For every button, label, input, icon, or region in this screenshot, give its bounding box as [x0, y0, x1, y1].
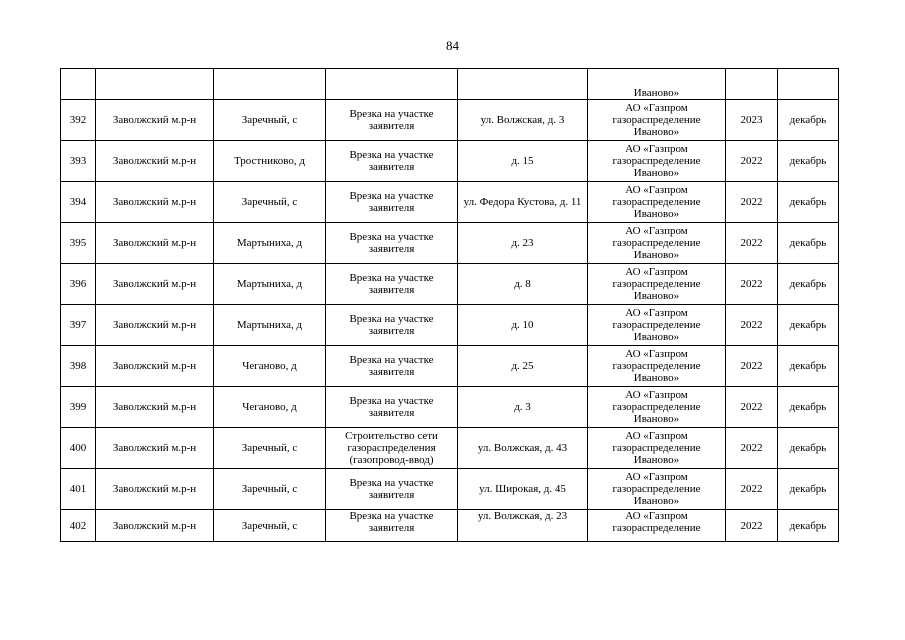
cell-organization: АО «Газпром газораспределение Иваново»	[588, 182, 726, 223]
cell-year: 2022	[726, 469, 778, 510]
cell-address: д. 10	[458, 305, 588, 346]
cell-organization: Иваново»	[588, 69, 726, 100]
cell-address: ул. Волжская, д. 43	[458, 428, 588, 469]
table-row	[61, 223, 839, 264]
gas-connection-table	[60, 68, 839, 542]
cell-district	[96, 69, 214, 100]
cell-locality: Чеганово, д	[214, 346, 326, 387]
cell-month: декабрь	[778, 141, 839, 182]
cell-work: Врезка на участке заявителя	[326, 100, 458, 141]
cell-organization: АО «Газпром газораспределение Иваново»	[588, 469, 726, 510]
cell-year: 2022	[726, 387, 778, 428]
cell-locality: Тростниково, д	[214, 141, 326, 182]
cell-address: д. 3	[458, 387, 588, 428]
cell-year: 2022	[726, 346, 778, 387]
cell-district: Заволжский м.р-н	[96, 182, 214, 223]
cell-num	[61, 69, 96, 100]
table-row	[61, 182, 839, 223]
cell-organization: АО «Газпром газораспределение Иваново»	[588, 346, 726, 387]
cell-num: 398	[61, 346, 96, 387]
cell-district: Заволжский м.р-н	[96, 264, 214, 305]
cell-year: 2022	[726, 141, 778, 182]
cell-year	[726, 69, 778, 100]
cell-num: 395	[61, 223, 96, 264]
cell-year: 2022	[726, 428, 778, 469]
cell-work: Врезка на участке заявителя	[326, 510, 458, 542]
table-body	[61, 69, 839, 542]
cell-month: декабрь	[778, 100, 839, 141]
cell-locality: Заречный, с	[214, 100, 326, 141]
cell-month	[778, 69, 839, 100]
cell-month: декабрь	[778, 305, 839, 346]
cell-district: Заволжский м.р-н	[96, 100, 214, 141]
cell-district: Заволжский м.р-н	[96, 510, 214, 542]
table-row	[61, 305, 839, 346]
cell-address: д. 23	[458, 223, 588, 264]
cell-organization: АО «Газпром газораспределение Иваново»	[588, 100, 726, 141]
cell-month: декабрь	[778, 428, 839, 469]
cell-month: декабрь	[778, 469, 839, 510]
cell-district: Заволжский м.р-н	[96, 428, 214, 469]
cell-locality: Заречный, с	[214, 510, 326, 542]
cell-num: 401	[61, 469, 96, 510]
cell-locality: Заречный, с	[214, 469, 326, 510]
cell-district: Заволжский м.р-н	[96, 387, 214, 428]
cell-locality: Мартыниха, д	[214, 305, 326, 346]
cell-year: 2022	[726, 182, 778, 223]
cell-locality: Заречный, с	[214, 428, 326, 469]
cell-num: 400	[61, 428, 96, 469]
table-row	[61, 346, 839, 387]
table-row	[61, 510, 839, 542]
cell-num: 396	[61, 264, 96, 305]
cell-work: Врезка на участке заявителя	[326, 264, 458, 305]
table-row	[61, 100, 839, 141]
cell-district: Заволжский м.р-н	[96, 223, 214, 264]
cell-address: ул. Широкая, д. 45	[458, 469, 588, 510]
cell-work: Врезка на участке заявителя	[326, 305, 458, 346]
cell-organization: АО «Газпром газораспределение	[588, 510, 726, 542]
cell-month: декабрь	[778, 387, 839, 428]
cell-organization: АО «Газпром газораспределение Иваново»	[588, 223, 726, 264]
table-row	[61, 428, 839, 469]
cell-district: Заволжский м.р-н	[96, 346, 214, 387]
cell-work: Врезка на участке заявителя	[326, 469, 458, 510]
cell-organization: АО «Газпром газораспределение Иваново»	[588, 141, 726, 182]
table-row	[61, 387, 839, 428]
cell-organization: АО «Газпром газораспределение Иваново»	[588, 387, 726, 428]
cell-num: 392	[61, 100, 96, 141]
cell-month: декабрь	[778, 223, 839, 264]
cell-address: ул. Волжская, д. 3	[458, 100, 588, 141]
continued-row	[61, 69, 839, 100]
cell-num: 394	[61, 182, 96, 223]
cell-address: ул. Волжская, д. 23	[458, 510, 588, 542]
cell-year: 2022	[726, 510, 778, 542]
cell-address	[458, 69, 588, 100]
cell-address: д. 25	[458, 346, 588, 387]
cell-month: декабрь	[778, 182, 839, 223]
cell-locality	[214, 69, 326, 100]
cell-organization: АО «Газпром газораспределение Иваново»	[588, 305, 726, 346]
cell-locality: Мартыниха, д	[214, 264, 326, 305]
cell-work: Врезка на участке заявителя	[326, 141, 458, 182]
cell-locality: Заречный, с	[214, 182, 326, 223]
table-row	[61, 264, 839, 305]
cell-num: 397	[61, 305, 96, 346]
cell-address: д. 8	[458, 264, 588, 305]
table-row	[61, 469, 839, 510]
cell-month: декабрь	[778, 264, 839, 305]
table-row	[61, 141, 839, 182]
cell-work: Врезка на участке заявителя	[326, 387, 458, 428]
cell-locality: Чеганово, д	[214, 387, 326, 428]
cell-work: Строительство сети газораспределения (газопровод-ввод)	[326, 428, 458, 469]
cell-year: 2022	[726, 305, 778, 346]
cell-work	[326, 69, 458, 100]
cell-num: 393	[61, 141, 96, 182]
cell-year: 2022	[726, 223, 778, 264]
cell-work: Врезка на участке заявителя	[326, 182, 458, 223]
cell-year: 2022	[726, 264, 778, 305]
cell-district: Заволжский м.р-н	[96, 469, 214, 510]
cell-locality: Мартыниха, д	[214, 223, 326, 264]
cell-month: декабрь	[778, 510, 839, 542]
cell-district: Заволжский м.р-н	[96, 305, 214, 346]
cell-organization: АО «Газпром газораспределение Иваново»	[588, 428, 726, 469]
cell-district: Заволжский м.р-н	[96, 141, 214, 182]
cell-work: Врезка на участке заявителя	[326, 346, 458, 387]
cell-address: ул. Федора Кустова, д. 11	[458, 182, 588, 223]
cell-year: 2023	[726, 100, 778, 141]
cell-num: 399	[61, 387, 96, 428]
cell-num: 402	[61, 510, 96, 542]
cell-work: Врезка на участке заявителя	[326, 223, 458, 264]
cell-month: декабрь	[778, 346, 839, 387]
page-number: 84	[446, 38, 459, 53]
cell-address: д. 15	[458, 141, 588, 182]
cell-organization: АО «Газпром газораспределение Иваново»	[588, 264, 726, 305]
